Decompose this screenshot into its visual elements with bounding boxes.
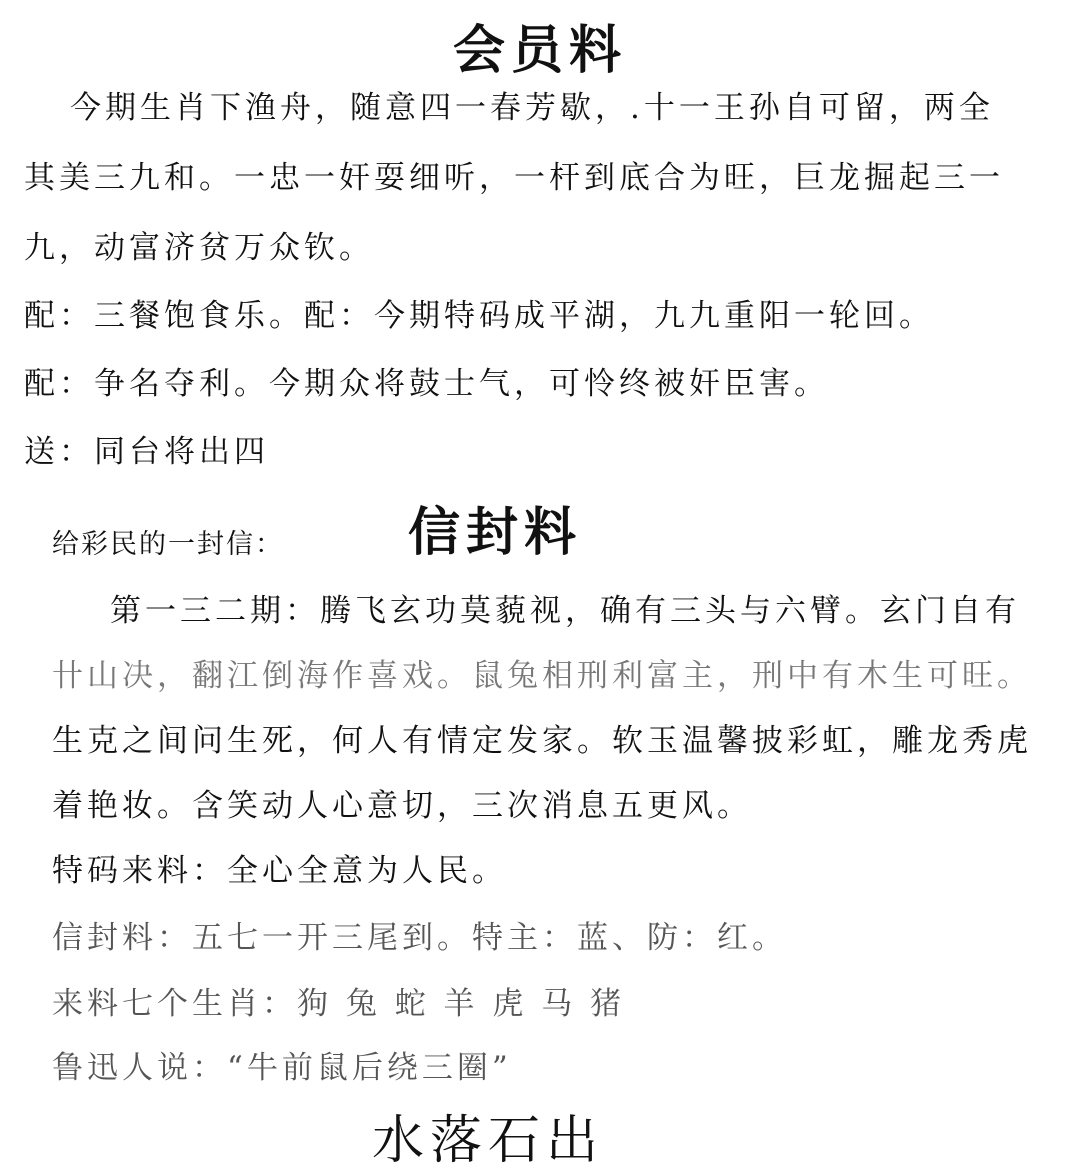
title-water-falls-stone-out: 水落石出	[372, 1111, 605, 1171]
poem-line-1: 今期生肖下渔舟，随意四一春芳歇，.十一王孙自可留，两全	[70, 90, 994, 126]
title-member-material: 会员料	[452, 20, 627, 81]
letter-line-3: 生克之间问生死，何人有情定发家。软玉温馨披彩虹，雕龙秀虎	[52, 723, 1032, 759]
send-line: 送：同台将出四	[24, 434, 269, 470]
quote-line: 鲁迅人说：“牛前鼠后绕三圈”	[52, 1050, 512, 1086]
seven-zodiac-line: 来料七个生肖：狗 兔 蛇 羊 虎 马 猪	[52, 986, 626, 1022]
envelope-material-line: 信封料：五七一开三尾到。特主：蓝、防：红。	[52, 920, 787, 956]
special-code-line: 特码来料：全心全意为人民。	[52, 853, 507, 889]
letter-greeting: 给彩民的一封信：	[52, 529, 284, 560]
letter-line-2: 卄山决，翻江倒海作喜戏。鼠兔相刑利富主，刑中有木生可旺。	[52, 658, 1032, 694]
pair-line-1: 配：三餐饱食乐。配：今期特码成平湖，九九重阳一轮回。	[24, 298, 934, 334]
poem-line-3: 九，动富济贫万众钦。	[24, 230, 374, 266]
poem-line-2: 其美三九和。一忠一奸耍细听，一杆到底合为旺，巨龙掘起三一	[24, 160, 1004, 196]
pair-line-2: 配：争名夺利。今期众将鼓士气，可怜终被奸臣害。	[24, 366, 829, 402]
title-envelope-material: 信封料	[408, 502, 583, 563]
letter-line-4: 着艳妆。含笑动人心意切，三次消息五更风。	[52, 788, 752, 824]
letter-line-1: 第一三二期：腾飞玄功莫藐视，确有三头与六臂。玄门自有	[110, 593, 1020, 629]
